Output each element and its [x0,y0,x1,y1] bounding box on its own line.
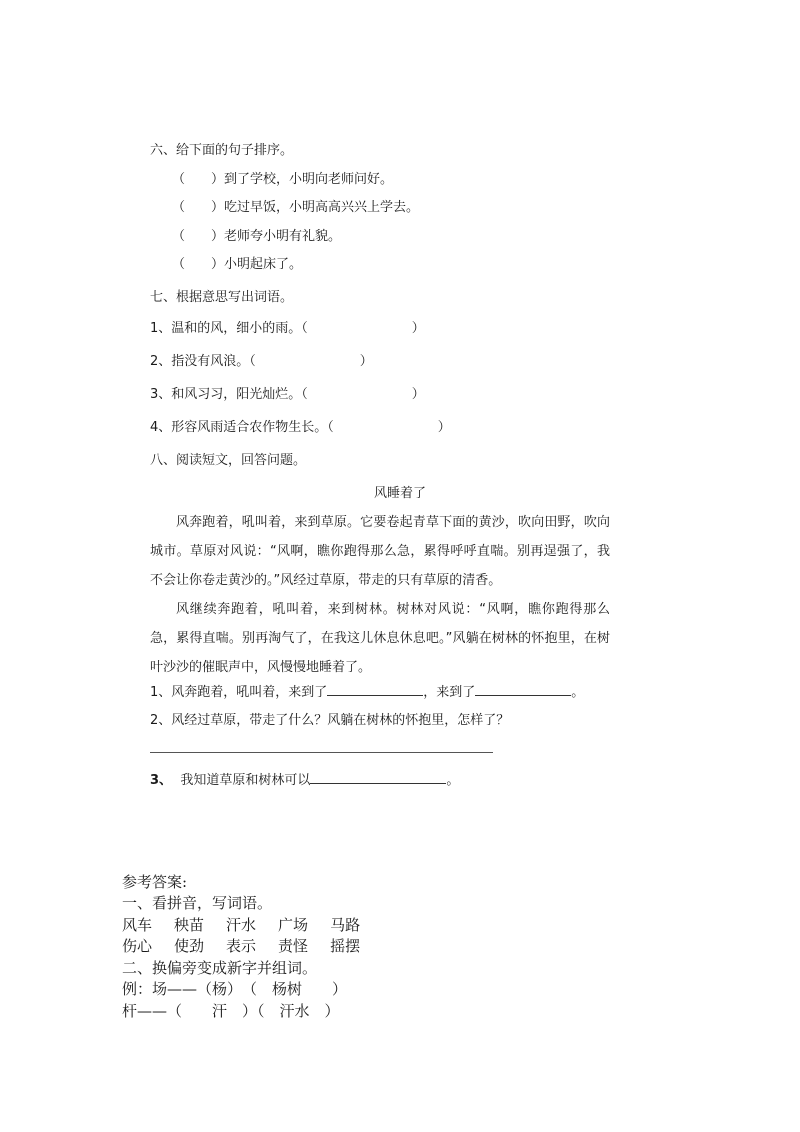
passage-paragraph-1: 风奔跑着，吼叫着，来到草原。它要卷起青草下面的黄沙，吹向田野，吹向城市。草原对风说：“风啊，瞧你跑得那么急，累得呼呼直喘。别再逞强了，我不会让你卷走黄沙的。”风经过草原，带走的只有草原的清香。 [150,515,610,588]
passage-paragraph-2: 风继续奔跑着，吼叫着，来到树林。树林对风说：“风啊，瞧你跑得那么急，累得直喘。别再淘气了，在我这儿休息休息吧。”风躺在树林的怀抱里，在树叶沙沙的催眠声中，风慢慢地睡着了。 [150,602,610,675]
answer-word: 马路 [330,916,361,934]
section7-heading: 七、根据意思写出词语。 [150,290,294,305]
question-1-text-b: ，来到了 [423,685,476,700]
section7-item-1: 1、温和的风，细小的雨。（ ） [150,321,425,336]
answers-line-2: 杆——（ 汗 ）（ 汗水 ） [122,1002,340,1020]
answers-heading: 参考答案: [122,873,188,891]
section6-item-2: （ ）吃过早饭，小明高高兴兴上学去。 [172,200,420,215]
question-1-text-c: 。 [571,685,585,700]
answer-word: 摇摆 [330,937,361,955]
question-3-number: 3、 [150,773,173,788]
answers-example: 例：场——（杨） （ 杨树 ） [122,980,348,998]
question-2-answer-line[interactable] [150,752,493,753]
section7-item-2: 2、指没有风浪。（ ） [150,354,373,369]
answers-part1-heading: 一、看拼音，写词语。 [122,894,273,912]
question-3 [150,771,459,790]
question-3-blank[interactable] [310,771,446,784]
answers-part2-heading: 二、换偏旁变成新字并组词。 [122,959,318,977]
question-1-blank-1[interactable] [327,683,423,696]
section8-heading: 八、阅读短文，回答问题。 [150,453,307,468]
answer-word: 表示 [226,937,257,955]
answer-word: 责怪 [278,937,309,955]
answer-word: 汗水 [226,916,257,934]
answer-word: 使劲 [174,937,205,955]
answer-word: 风车 [122,916,153,934]
passage-title: 风睡着了 [373,486,426,501]
question-2: 2、风经过草原，带走了什么？风躺在树林的怀抱里，怎样了？ [150,713,510,728]
question-1-text-a: 1、风奔跑着，吼叫着，来到了 [150,685,328,700]
answer-word: 秧苗 [174,916,205,934]
section6-heading: 六、给下面的句子排序。 [150,143,294,158]
section7-item-3: 3、和风习习，阳光灿烂。（ ） [150,387,425,402]
section6-item-3: （ ）老师夸小明有礼貌。 [172,229,342,244]
section6-item-1: （ ）到了学校，小明向老师问好。 [172,172,394,187]
answer-word: 广场 [278,916,309,934]
question-1-blank-2[interactable] [475,683,571,696]
question-1 [150,683,584,702]
section7-item-4: 4、形容风雨适合农作物生长。（ ） [150,420,451,435]
answers-row-2 [122,936,360,957]
question-3-end: 。 [446,773,460,788]
answers-row-1 [122,915,360,936]
answer-word: 伤心 [122,937,153,955]
section6-item-4: （ ）小明起床了。 [172,257,303,272]
question-3-text: 我知道草原和树林可以 [180,773,311,788]
